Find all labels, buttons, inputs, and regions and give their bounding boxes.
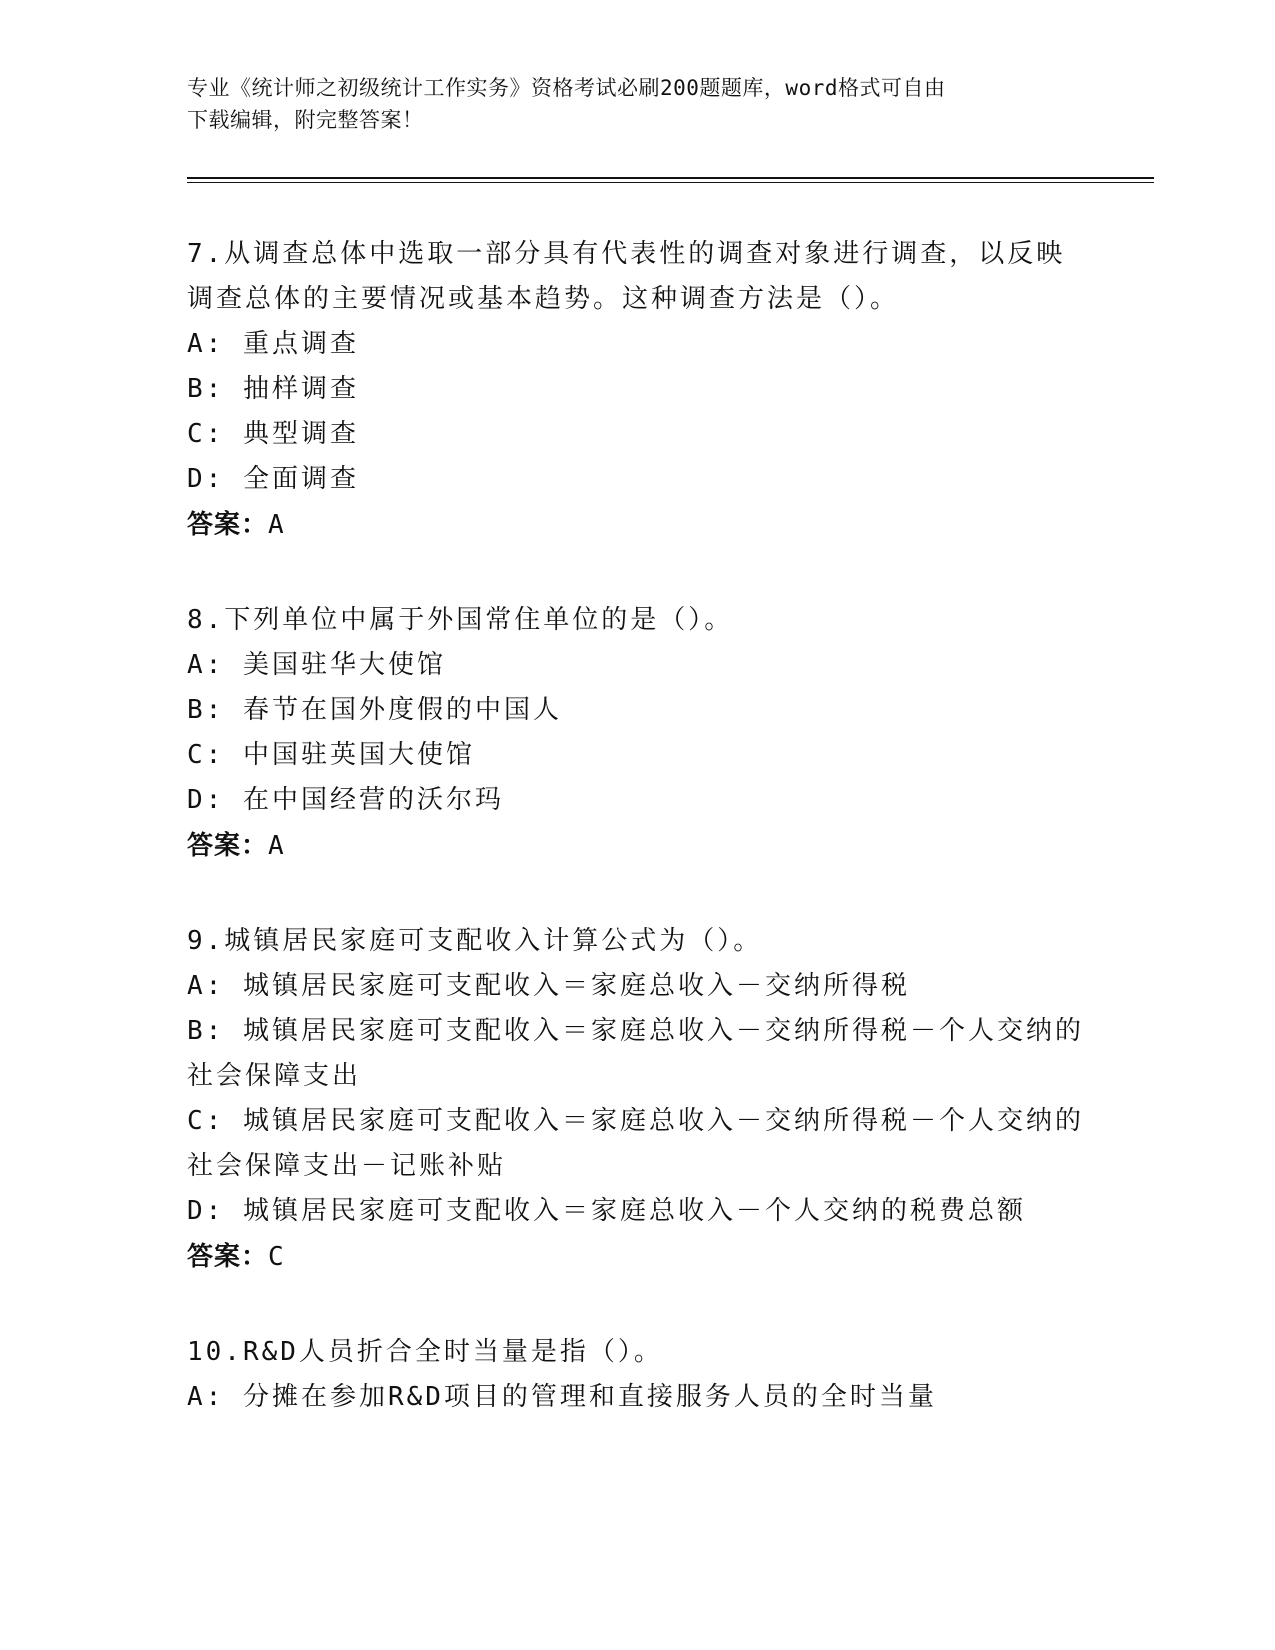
option-d: D: 在中国经营的沃尔玛: [187, 785, 504, 815]
question-stem: 10.R&D人员折合全时当量是指（）。: [187, 1337, 663, 1367]
option-b: B: 城镇居民家庭可支配收入＝家庭总收入－交纳所得税－个人交纳的: [187, 1016, 1084, 1046]
option-c: C: 典型调查: [187, 419, 359, 449]
answer-label: 答案：: [187, 831, 269, 861]
document-header: [187, 72, 1067, 136]
header-divider-thin: [187, 182, 1154, 183]
header-line-1: 专业《统计师之初级统计工作实务》资格考试必刷200题题库，word格式可自由: [187, 76, 946, 100]
answer-line: [187, 502, 1087, 548]
answer-value: A: [268, 831, 285, 861]
option-c-continued: 社会保障支出－记账补贴: [187, 1151, 507, 1181]
answer-value: C: [268, 1242, 285, 1272]
option-d: D: 全面调查: [187, 464, 359, 494]
answer-value: A: [268, 510, 285, 540]
answer-line: [187, 1234, 1087, 1280]
option-b: B: 春节在国外度假的中国人: [187, 695, 562, 725]
option-b-continued: 社会保障支出: [187, 1061, 362, 1091]
question-list: [187, 232, 1087, 1470]
header-divider-thick: [187, 177, 1154, 179]
answer-line: [187, 823, 1087, 869]
option-a: A: 城镇居民家庭可支配收入＝家庭总收入－交纳所得税: [187, 971, 910, 1001]
option-c: C: 城镇居民家庭可支配收入＝家庭总收入－交纳所得税－个人交纳的: [187, 1106, 1084, 1136]
question-stem-continued: 调查总体的主要情况或基本趋势。这种调查方法是（）。: [187, 284, 900, 314]
question-10: [187, 1330, 1087, 1420]
option-a: A: 分摊在参加R&D项目的管理和直接服务人员的全时当量: [187, 1382, 937, 1412]
header-line-2: 下载编辑，附完整答案！: [187, 108, 424, 132]
question-8: [187, 598, 1087, 869]
option-b: B: 抽样调查: [187, 374, 359, 404]
option-a: A: 重点调查: [187, 329, 359, 359]
question-stem: 7.从调查总体中选取一部分具有代表性的调查对象进行调查，以反映: [187, 239, 1066, 269]
question-stem: 9.城镇居民家庭可支配收入计算公式为（）。: [187, 926, 763, 956]
question-7: [187, 232, 1087, 548]
option-d: D: 城镇居民家庭可支配收入＝家庭总收入－个人交纳的税费总额: [187, 1196, 1026, 1226]
question-9: [187, 919, 1087, 1280]
question-stem: 8.下列单位中属于外国常住单位的是（）。: [187, 605, 734, 635]
option-c: C: 中国驻英国大使馆: [187, 740, 475, 770]
answer-label: 答案：: [187, 510, 269, 540]
answer-label: 答案：: [187, 1242, 269, 1272]
option-a: A: 美国驻华大使馆: [187, 650, 446, 680]
